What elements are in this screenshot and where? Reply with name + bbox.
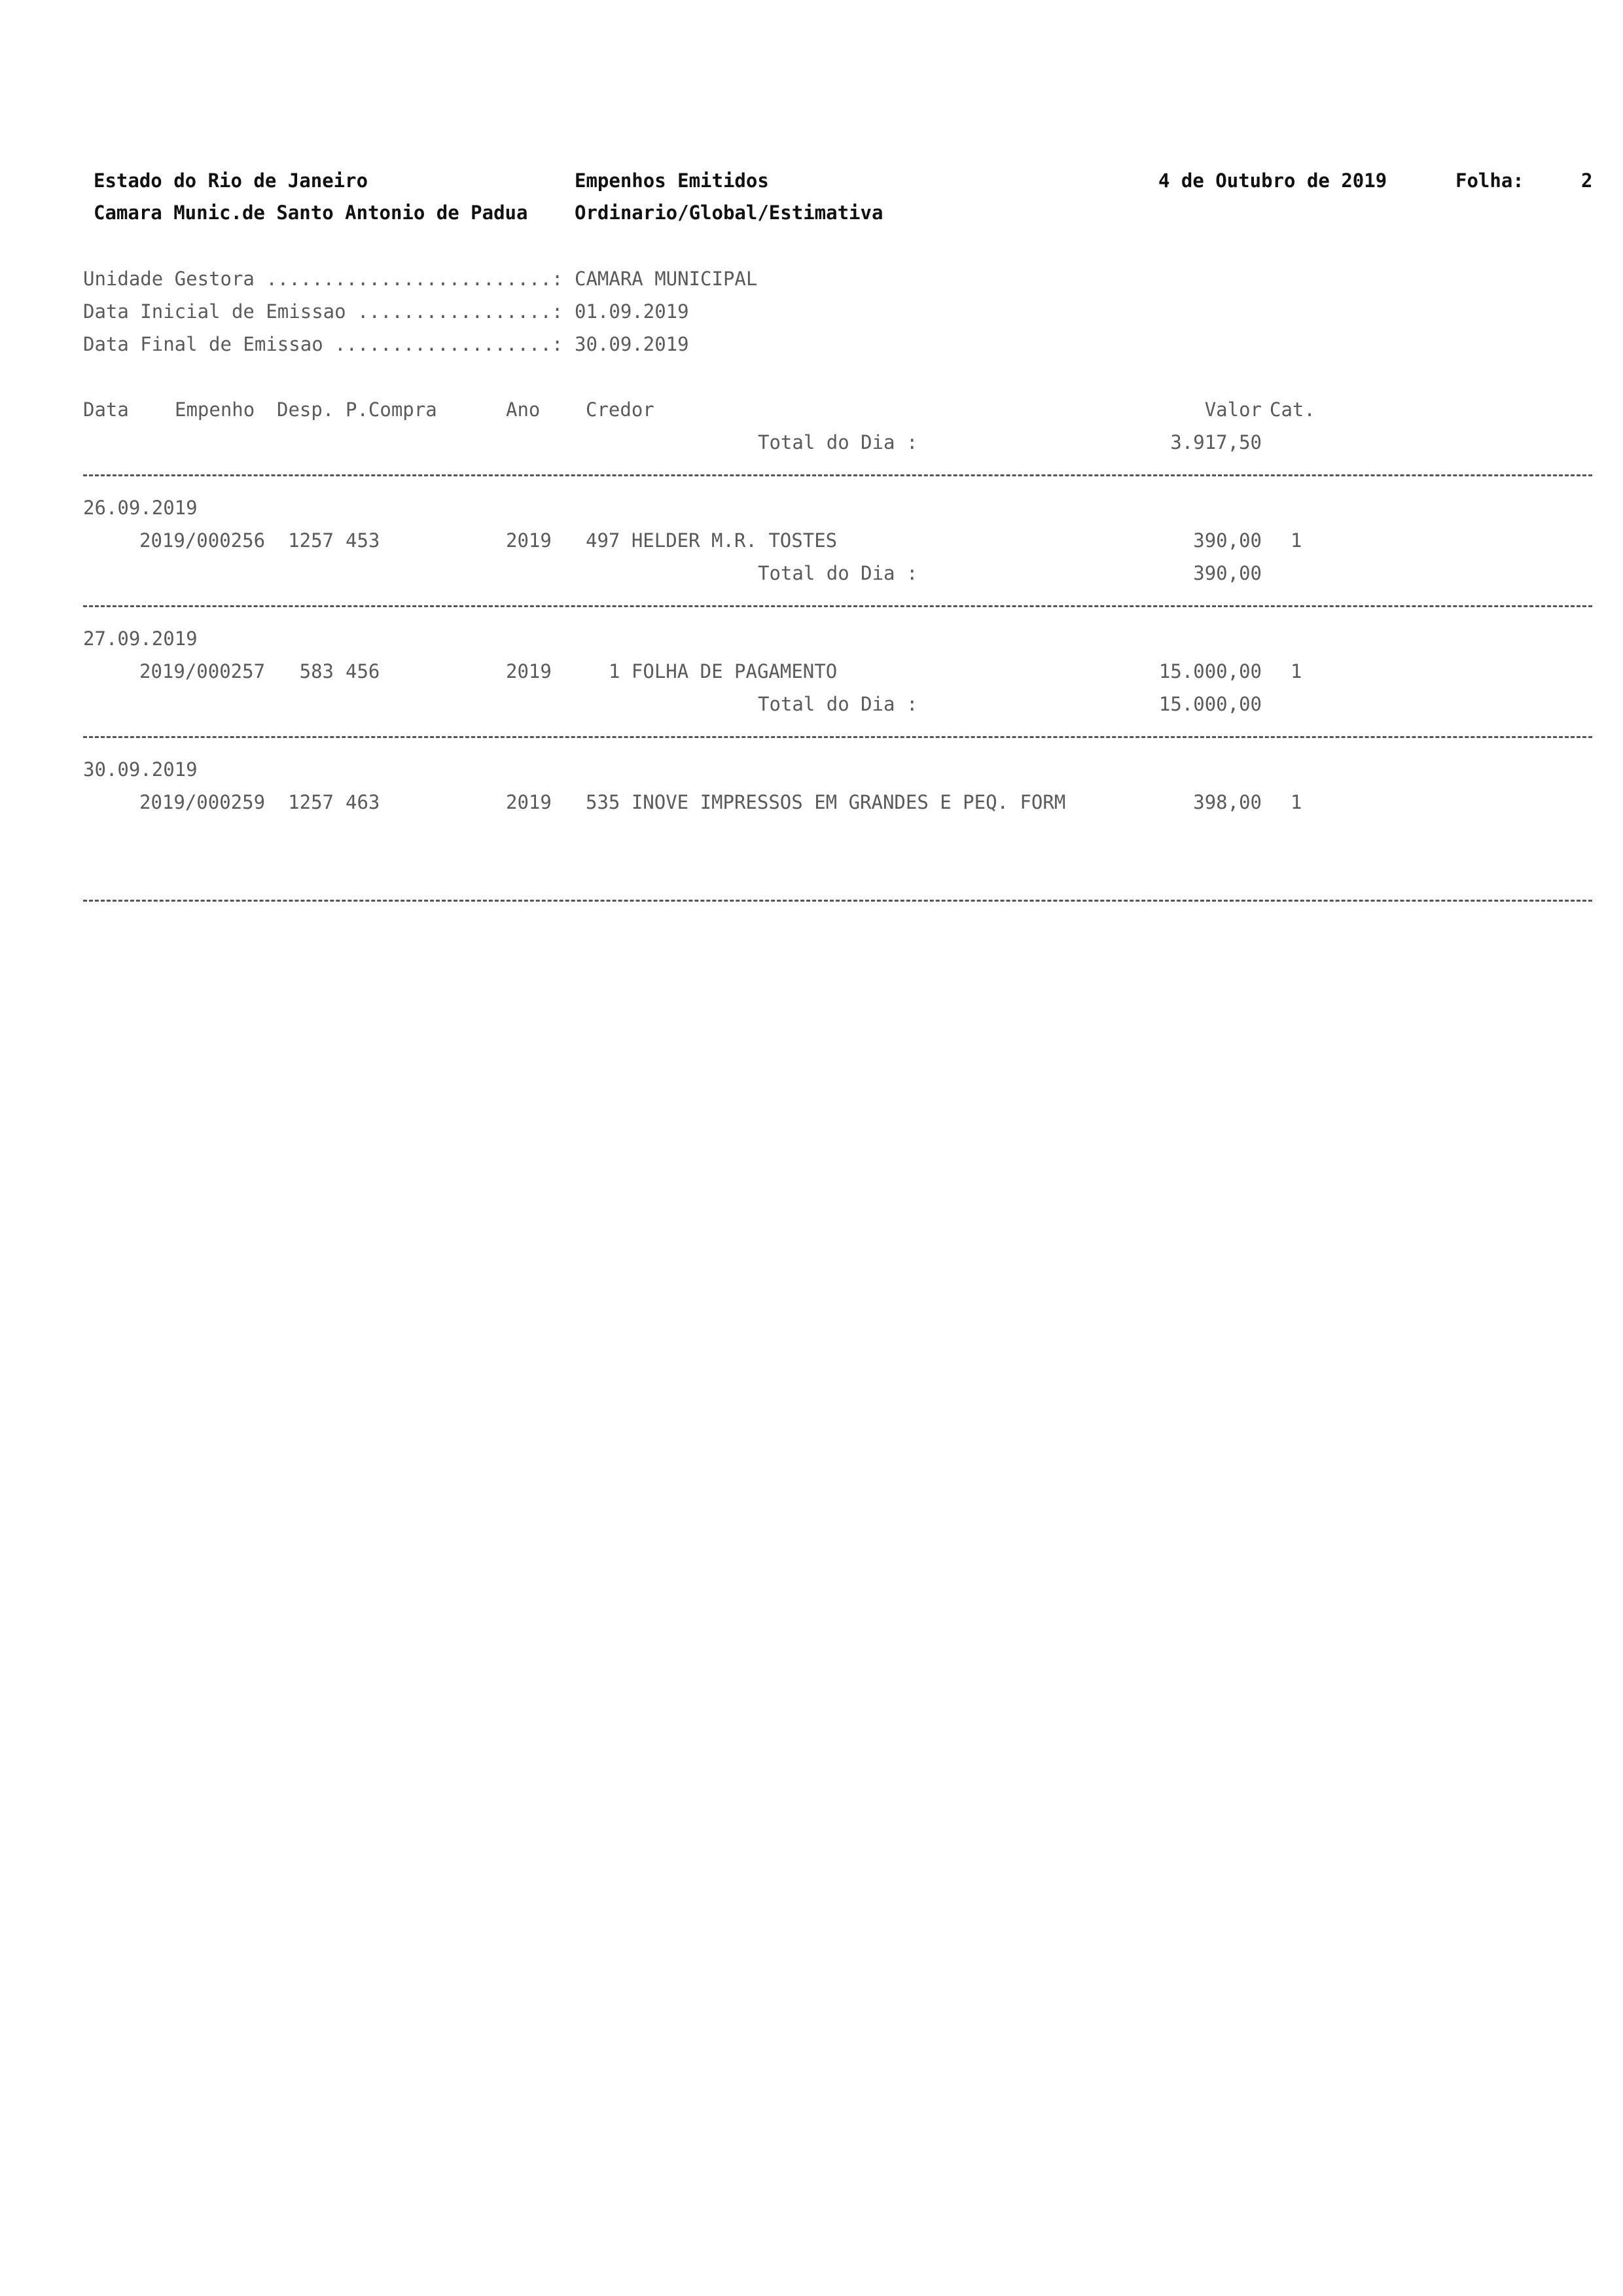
- separator-line: [83, 605, 1592, 607]
- col-header-cat: Cat.: [1270, 398, 1315, 421]
- day-date: 26.09.2019: [83, 497, 198, 519]
- entry-cat: 1: [1291, 660, 1302, 682]
- entry-valor: 15.000,00: [1158, 660, 1262, 682]
- separator-line: [83, 736, 1592, 738]
- total-label: Total do Dia :: [758, 562, 918, 584]
- header-state: Estado do Rio de Janeiro: [94, 169, 368, 192]
- entry-desp: 583: [299, 660, 334, 682]
- param-value-data-final: 30.09.2019: [575, 333, 689, 355]
- separator-line: [83, 474, 1592, 476]
- day-total-value: 15.000,00: [1158, 693, 1262, 715]
- entry-pcompra: 456: [346, 660, 380, 682]
- folha-label: Folha:: [1455, 169, 1524, 192]
- report-title: Empenhos Emitidos: [575, 169, 769, 192]
- param-value-unidade: CAMARA MUNICIPAL: [575, 268, 758, 290]
- entry-ano: 2019: [506, 791, 552, 813]
- entry-ano: 2019: [506, 529, 552, 552]
- entry-credor: 497 HELDER M.R. TOSTES: [586, 529, 838, 552]
- col-header-desp: Desp.: [277, 398, 334, 421]
- entry-ano: 2019: [506, 660, 552, 682]
- col-header-pcompra: P.Compra: [346, 398, 437, 421]
- entry-desp: 1257: [288, 791, 334, 813]
- total-label: Total do Dia :: [758, 431, 918, 453]
- entry-empenho: 2019/000256: [139, 529, 266, 552]
- entry-credor: 1 FOLHA DE PAGAMENTO: [609, 660, 838, 682]
- entry-cat: 1: [1291, 791, 1302, 813]
- total-label: Total do Dia :: [758, 693, 918, 715]
- carry-total-value: 3.917,50: [1170, 431, 1262, 453]
- param-label-data-final: Data Final de Emissao ...................:: [83, 333, 563, 355]
- day-date: 30.09.2019: [83, 758, 198, 781]
- col-header-ano: Ano: [506, 398, 541, 421]
- folha-number: 2: [1581, 169, 1593, 192]
- entry-desp: 1257: [288, 529, 334, 552]
- entry-cat: 1: [1291, 529, 1302, 552]
- entry-valor: 390,00: [1193, 529, 1262, 552]
- entry-pcompra: 453: [346, 529, 380, 552]
- col-header-valor: Valor: [1204, 398, 1262, 421]
- col-header-data: Data: [83, 398, 129, 421]
- param-value-data-inicial: 01.09.2019: [575, 300, 689, 323]
- header-org: Camara Munic.de Santo Antonio de Padua: [94, 202, 528, 224]
- entry-empenho: 2019/000259: [139, 791, 266, 813]
- col-header-empenho: Empenho: [175, 398, 255, 421]
- param-label-unidade: Unidade Gestora .........................:: [83, 268, 563, 290]
- report-subtitle: Ordinario/Global/Estimativa: [575, 202, 883, 224]
- separator-line: [83, 900, 1592, 902]
- entry-credor: 535 INOVE IMPRESSOS EM GRANDES E PEQ. FORM: [586, 791, 1066, 813]
- entry-empenho: 2019/000257: [139, 660, 266, 682]
- col-header-credor: Credor: [586, 398, 654, 421]
- day-date: 27.09.2019: [83, 627, 198, 650]
- day-total-value: 390,00: [1193, 562, 1262, 584]
- entry-valor: 398,00: [1193, 791, 1262, 813]
- entry-pcompra: 463: [346, 791, 380, 813]
- report-date: 4 de Outubro de 2019: [1158, 169, 1387, 192]
- param-label-data-inicial: Data Inicial de Emissao .................:: [83, 300, 563, 323]
